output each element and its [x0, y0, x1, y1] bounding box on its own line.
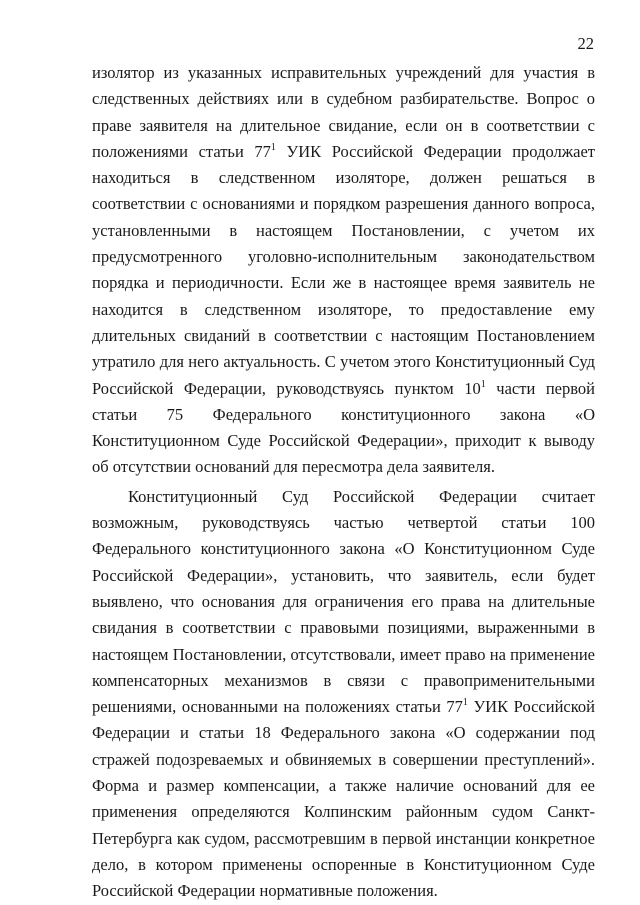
paragraph-compensation: [92, 484, 595, 905]
paragraph-continuation: [92, 60, 595, 481]
article-superscript: 1: [270, 141, 276, 153]
text-run: Конституционный Суд Российской Федерации считает возможным, руководствуясь частью четвертой статьи 100 Федерального конституционного закона «О Конституционном Суде Российской Федерации», установить, что заявитель, если будет выявлено, что основания для ограничения его права на длительные свидания в соответствии с правовыми позициями, выраженными в настоящем Постановлении, отсутствовали, имеет право на применение компенсаторных механизмов в связи с правоприменительными решениями, основанными на положениях статьи 77: [92, 486, 595, 717]
text-run: УИК Российской Федерации продолжает находиться в следственном изоляторе, должен решаться в соответствии с основаниями и порядком разрешения данного вопроса, установленными в настоящем Постановлении, с учетом их предусмотренного уголовно-исполнительным законодательством порядка и периодичности. Если же в настоящее время заявитель не находится в следственном изоляторе, то предоставление ему длительных свиданий в соответствии с настоящим Постановлением утратило для него актуальность. С учетом этого Конституционный Суд Российской Федерации, руководствуясь пунктом 10: [92, 141, 595, 398]
text-run: изолятор из указанных исправительных учреждений для участия в следственных действиях или в судебном разбирательстве. Вопрос о праве заявителя на длительное свидание, если он в соответствии с положениями статьи 77: [92, 63, 595, 161]
point-superscript: 1: [480, 378, 486, 390]
page-number: 22: [577, 34, 594, 53]
article-superscript: 1: [462, 697, 468, 709]
text-run: части первой статьи 75 Федерального конституционного закона «О Конституционном Суде Российской Федерации», приходит к выводу об отсутствии оснований для пересмотра дела заявителя.: [92, 378, 595, 477]
text-run: УИК Российской Федерации и статьи 18 Федерального закона «О содержании под стражей подозреваемых и обвиняемых в совершении преступлений». Форма и размер компенсации, а также наличие оснований для ее применения определяются Колпинским районным судом Санкт-Петербурга как судом, рассмотревшим в первой инстанции конкретное дело, в котором применены оспоренные в Конституционном Суде Российской Федерации нормативные положения.: [92, 697, 595, 901]
document-body: [92, 60, 595, 905]
